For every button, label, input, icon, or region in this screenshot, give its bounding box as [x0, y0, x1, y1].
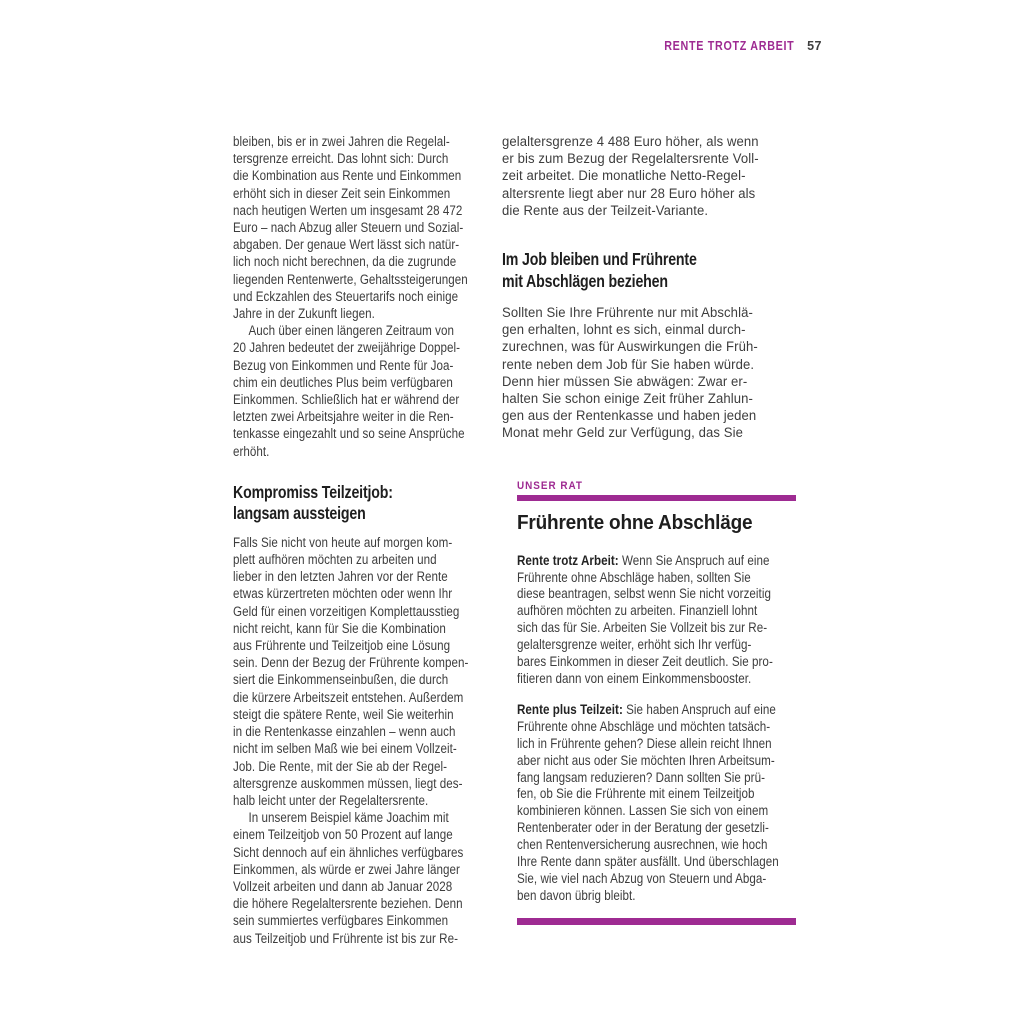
text-run: Wenn Sie Anspruch auf eine: [618, 551, 770, 568]
text-line: steigt die spätere Rente, weil Sie weiterhin: [233, 706, 454, 722]
text-line: tersgrenze erreicht. Das lohnt sich: Durch: [233, 151, 449, 167]
text-line: nicht im selben Maß wie bei einem Vollzeit-: [233, 741, 457, 757]
text-line: die höhere Regelaltersrente beziehen. Denn: [233, 896, 463, 912]
text-line: Frührente ohne Abschläge haben, sollten Sie: [517, 568, 751, 585]
text-line: chen Rentenversicherung ausrechnen, wie hoch: [517, 836, 768, 853]
subheading-im-job-bleiben: [502, 249, 798, 292]
text-line: bleiben, bis er in zwei Jahren die Regelal-: [233, 134, 450, 149]
text-line: Sicht dennoch auf ein ähnliches verfügbares: [233, 844, 464, 860]
text-line: [517, 551, 770, 569]
text-line: Falls Sie nicht von heute auf morgen kom-: [233, 534, 453, 550]
body-paragraph: [233, 534, 485, 809]
text-line: halten Sie schon einige Zeit früher Zahlun-: [502, 391, 753, 407]
text-line: lich noch nicht berechnen, da die zugrunde: [233, 254, 457, 270]
text-line: halb leicht unter der Regelaltersrente.: [233, 792, 429, 808]
text-line: liegenden Rentenwerte, Gehaltssteigerungen: [233, 271, 468, 287]
text-line: Frührente ohne Abschläge und möchten tatsäch-: [517, 717, 771, 734]
text-line: die kürzere Arbeitszeit entstehen. Außerdem: [233, 689, 464, 705]
text-line: gen aus der Rentenkasse und haben jeden: [502, 408, 757, 424]
text-line: zurechnen, was für Auswirkungen die Früh-: [502, 339, 758, 355]
text-line: einem Teilzeitjob von 50 Prozent auf lange: [233, 827, 453, 843]
text-line: aus Frührente und Teilzeitjob eine Lösung: [233, 638, 451, 654]
text-line: Denn hier müssen Sie abwägen: Zwar er-: [502, 373, 748, 389]
text-line: die Rente aus der Teilzeit-Variante.: [502, 202, 709, 218]
text-line: plett aufhören möchten zu arbeiten und: [233, 552, 437, 568]
text-run: Sie haben Anspruch auf eine: [622, 700, 776, 717]
text-line: Ihre Rente dann später ausfällt. Und überschlagen: [517, 853, 779, 870]
body-paragraph: [502, 133, 798, 219]
text-line: Rentenberater oder in der Beratung der gesetzli-: [517, 819, 769, 836]
text-line: fitieren dann von einem Einkommensbooster.: [517, 669, 752, 686]
text-line: Euro – nach Abzug aller Steuern und Sozial-: [233, 220, 464, 236]
paragraph-lead: Rente plus Teilzeit:: [517, 700, 623, 717]
text-line: In unserem Beispiel käme Joachim mit: [248, 810, 449, 826]
text-line: aber nicht aus oder Sie möchten Ihren Arbeitsum-: [517, 751, 775, 768]
text-line: Im Job bleiben und Frührente: [502, 249, 697, 270]
text-line: erhöht.: [233, 443, 270, 459]
text-line: Job. Die Rente, mit der Sie ab der Regel-: [233, 758, 448, 774]
text-line: mit Abschlägen beziehen: [502, 270, 668, 291]
text-line: sein summiertes verfügbares Einkommen: [233, 913, 449, 929]
text-line: chim ein deutliches Plus beim verfügbaren: [233, 374, 453, 390]
text-line: sein. Denn der Bezug der Frührente kompen-: [233, 655, 469, 671]
text-line: lieber in den letzten Jahren vor der Rente: [233, 569, 448, 585]
top-rule-divider: [517, 495, 796, 501]
text-line: bares Einkommen in dieser Zeit deutlich. Sie pro-: [517, 653, 773, 670]
text-line: lich in Frührente gehen? Diese allein reicht Ihnen: [517, 734, 772, 751]
text-line: Jahre in der Zukunft liegen.: [233, 306, 375, 322]
text-line: Kompromiss Teilzeitjob:: [233, 481, 393, 502]
text-line: Bezug von Einkommen und Rente für Joa-: [233, 357, 454, 373]
text-line: tenkasse eingezahlt und so seine Ansprüche: [233, 426, 465, 442]
text-line: altersgrenze auskommen müssen, liegt des-: [233, 775, 463, 791]
text-line: Einkommen, als würde er zwei Jahre länger: [233, 861, 460, 877]
text-line: ben davon übrig bleibt.: [517, 886, 636, 903]
text-line: siert die Einkommenseinbußen, die durch: [233, 672, 449, 688]
running-head: [643, 39, 822, 53]
text-line: rente neben dem Job für Sie haben würde.: [502, 356, 755, 372]
text-line: Sollten Sie Ihre Frührente nur mit Abschlä-: [502, 305, 753, 321]
text-line: 20 Jahren bedeutet der zweijährige Doppel-: [233, 340, 461, 356]
text-line: gen erhalten, lohnt es sich, einmal durch-: [502, 322, 746, 338]
text-line: nicht reicht, kann für Sie die Kombination: [233, 620, 446, 636]
section-title: RENTE TROTZ ARBEIT: [663, 39, 795, 53]
text-line: nach heutigen Werten um insgesamt 28 472: [233, 202, 463, 218]
page-number: 57: [807, 39, 822, 53]
left-column: [233, 133, 485, 947]
advice-paragraph: [517, 552, 796, 687]
advice-title: Frührente ohne Abschläge: [517, 511, 753, 534]
text-line: erhöht sich in dieser Zeit sein Einkommen: [233, 185, 451, 201]
text-line: gelaltersgrenze weiter, erhöht sich Ihr verfüg-: [517, 636, 752, 653]
text-line: langsam aussteigen: [233, 503, 366, 524]
text-line: abgaben. Der genaue Wert lässt sich natür-: [233, 237, 460, 253]
text-line: Auch über einen längeren Zeitraum von: [248, 323, 455, 339]
text-line: Sie, wie viel nach Abzug von Steuern und Abga-: [517, 869, 767, 886]
text-line: aus Teilzeitjob und Frührente ist bis zur Re-: [233, 930, 458, 946]
text-line: sich das für Sie. Arbeiten Sie Vollzeit bis zur Re-: [517, 619, 768, 636]
text-line: Monat mehr Geld zur Verfügung, das Sie: [502, 425, 743, 441]
text-line: gelaltersgrenze 4 488 Euro höher, als wenn: [502, 134, 759, 149]
text-line: kombinieren können. Lassen Sie sich von einem: [517, 802, 769, 819]
body-paragraph: [233, 322, 485, 460]
text-line: in die Rentenkasse einzahlen – wenn auch: [233, 724, 456, 740]
text-line: Geld für einen vorzeitigen Komplettausstieg: [233, 603, 460, 619]
text-line: etwas kürzertreten möchten oder wenn Ihr: [233, 586, 453, 602]
unser-rat-box: [517, 480, 796, 925]
subheading-kompromiss-teilzeitjob: [233, 482, 485, 525]
text-line: letzten zwei Arbeitsjahre weiter in die Ren-: [233, 409, 454, 425]
body-paragraph: [233, 133, 485, 322]
advice-kicker: UNSER RAT: [517, 479, 583, 492]
right-column: [502, 133, 798, 925]
text-line: zeit arbeitet. Die monatliche Netto-Regel-: [502, 168, 746, 184]
text-line: Einkommen. Schließlich hat er während der: [233, 392, 460, 408]
text-line: und Eckzahlen des Steuertarifs noch einige: [233, 288, 459, 304]
text-line: aufhören möchten zu arbeiten. Finanziell lohnt: [517, 602, 758, 619]
text-line: fang langsam reduzieren? Dann sollten Sie prü-: [517, 768, 766, 785]
text-line: [517, 700, 776, 718]
bottom-rule-divider: [517, 918, 796, 925]
paragraph-lead: Rente trotz Arbeit:: [517, 551, 619, 568]
text-line: er bis zum Bezug der Regelaltersrente Voll-: [502, 151, 759, 167]
text-line: die Kombination aus Rente und Einkommen: [233, 168, 462, 184]
advice-paragraph: [517, 701, 796, 904]
text-line: Vollzeit arbeiten und dann ab Januar 2028: [233, 878, 453, 894]
text-line: diese beantragen, selbst wenn Sie nicht vorzeitig: [517, 585, 771, 602]
text-line: fen, ob Sie die Frührente mit einem Teilzeitjob: [517, 785, 755, 802]
text-line: altersrente liegt aber nur 28 Euro höher als: [502, 185, 756, 201]
body-paragraph: [502, 304, 798, 442]
body-paragraph: [233, 809, 485, 947]
